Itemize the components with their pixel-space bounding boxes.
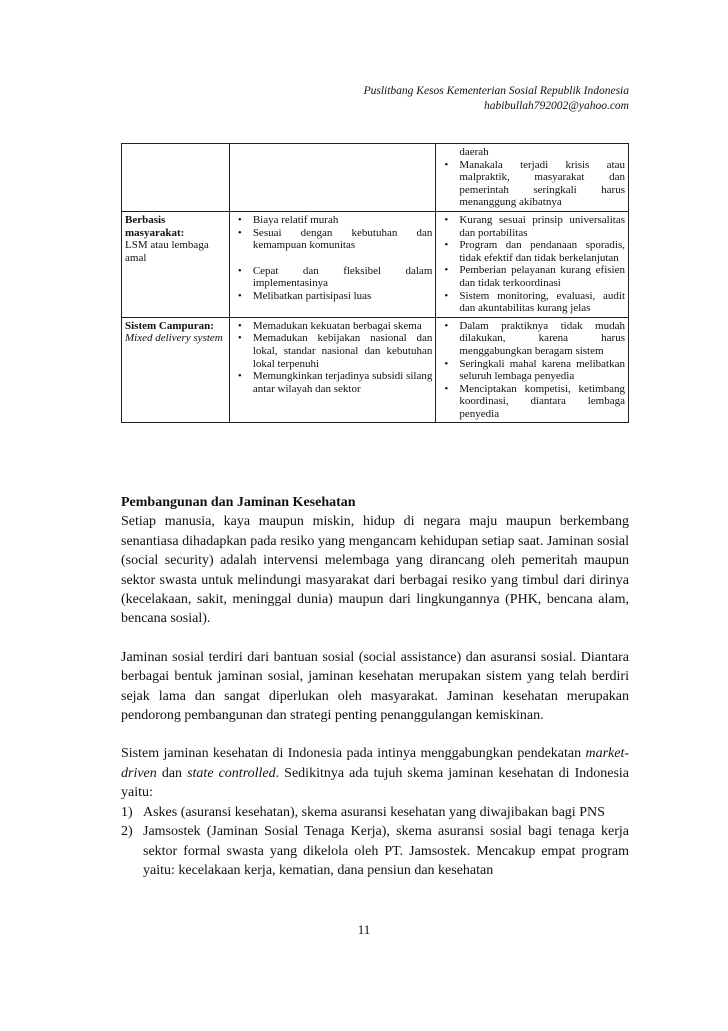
list-item: • Pemberian pelayanan kurang efisien dan tidak terkoordinasi	[439, 264, 625, 289]
list-item: • Program dan pendanaan sporadis, tidak efektif dan tidak berkelanjutan	[439, 239, 625, 264]
table-cell-cons	[436, 317, 629, 423]
list-item: • Memadukan kekuatan berbagai skema	[233, 320, 433, 333]
paragraph: Setiap manusia, kaya maupun miskin, hidup di negara maju maupun berkembang senantiasa dihadapkan pada resiko yang mengancam kehidupan setiap saat. Jaminan sosial (social security) adalah intervensi melembaga yang dirancang oleh pemeritah maupun sektor swasta untuk melindungi masyarakat dari berbagai resiko yang timbul dari dirinya (kecelakaan, sakit, meninggal dunia) maupun dari lingkungannya (PHK, bencana alam, bencana sosial).	[121, 514, 629, 627]
table-cell-cons	[436, 211, 629, 317]
table-cell-cons	[436, 144, 629, 212]
list-item: • Dalam praktiknya tidak mudah dilakukan, karena harus menggabungkan beragam sistem	[439, 320, 625, 358]
list-item: • Memungkinkan terjadinya subsidi silang antar wilayah dan sektor	[233, 370, 433, 395]
list-item: • Melibatkan partisipasi luas	[233, 290, 433, 303]
table-cell-pros	[229, 317, 436, 423]
list-number: 2)	[121, 824, 133, 840]
list-item: • Biaya relatif murah	[233, 214, 433, 227]
table-cell	[122, 144, 230, 212]
pros-list	[233, 214, 433, 252]
continued-text: daerah	[459, 146, 489, 158]
row-label: Sistem Campuran:	[125, 319, 214, 332]
header-institution: Puslitbang Kesos Kementerian Sosial Republik Indonesia	[363, 85, 629, 97]
row-sublabel: LSM atau lembaga amal	[125, 239, 209, 264]
list-item: • Memadukan kebijakan nasional dan lokal, standar nasional dan kebutuhan lokal terpenuhi	[233, 332, 433, 370]
pros-list	[233, 320, 433, 396]
header-email: habibullah792002@yahoo.com	[483, 100, 629, 112]
list-text: Jamsostek (Jaminan Sosial Tenaga Kerja), skema asuransi sosial bagi tenaga kerja sektor formal swasta yang dikelola oleh PT. Jamsostek. Mencakup empat program yaitu: kecelakaan kerja, kematian, dana pensiun dan kesehatan	[143, 824, 629, 878]
paragraph	[121, 744, 629, 802]
page-header	[364, 84, 629, 114]
row-label: Berbasis masyarakat:	[125, 213, 185, 239]
cons-list	[439, 320, 625, 421]
list-item: • Sesuai dengan kebutuhan dan kemampuan komunitas	[233, 227, 433, 252]
pros-list	[233, 265, 433, 303]
table-row	[122, 317, 629, 423]
paragraph-text: dan	[156, 765, 188, 781]
table-row	[122, 144, 629, 212]
list-item: • Manakala terjadi krisis atau malpraktik, masyarakat dan pemerintah seringkali harus menanggung akibatnya	[439, 159, 625, 209]
table-cell-label	[122, 317, 230, 423]
list-item	[121, 822, 629, 880]
list-item: • Menciptakan kompetisi, ketimbang koordinasi, diantara lembaga penyedia	[439, 383, 625, 421]
comparison-table	[121, 143, 629, 423]
row-sublabel: Mixed delivery system	[125, 332, 223, 345]
list-item: • Sistem monitoring, evaluasi, audit dan akuntabilitas kurang jelas	[439, 290, 625, 315]
list-item: • Cepat dan fleksibel dalam implementasinya	[233, 265, 433, 290]
table-cell-pros	[229, 211, 436, 317]
list-text: Askes (asuransi kesehatan), skema asuransi kesehatan yang diwajibakan bagi PNS	[143, 804, 605, 820]
list-item: • Kurang sesuai prinsip universalitas dan portabilitas	[439, 214, 625, 239]
article-body	[121, 493, 629, 880]
list-item: • Seringkali mahal karena melibatkan seluruh lembaga penyedia	[439, 358, 625, 383]
cons-list	[439, 159, 625, 209]
cons-list	[439, 214, 625, 315]
page-number: 11	[357, 922, 371, 937]
italic-term: state controlled	[187, 765, 276, 781]
table-row	[122, 211, 629, 317]
section-heading: Pembangunan dan Jaminan Kesehatan	[121, 495, 356, 510]
paragraph-text: . Sedikitnya ada tujuh skema jaminan kesehatan di Indonesia yaitu:	[121, 765, 630, 801]
table-cell	[229, 144, 436, 212]
paragraph: Jaminan sosial terdiri dari bantuan sosial (social assistance) dan asuransi sosial. Diantara berbagai bentuk jaminan sosial, jaminan kesehatan merupakan sistem yang telah berdiri sejak lama dan sangat diperlukan oleh masyarakat. Jaminan kesehatan merupakan pendorong pembangunan dan strategi penting penanggulangan kemiskinan.	[121, 649, 629, 724]
table-cell-label	[122, 211, 230, 317]
paragraph-text: Sistem jaminan kesehatan di Indonesia pada intinya menggabungkan pendekatan	[121, 746, 586, 762]
italic-term: market-driven	[121, 746, 629, 781]
list-number: 1)	[121, 804, 133, 820]
list-item	[121, 803, 629, 822]
